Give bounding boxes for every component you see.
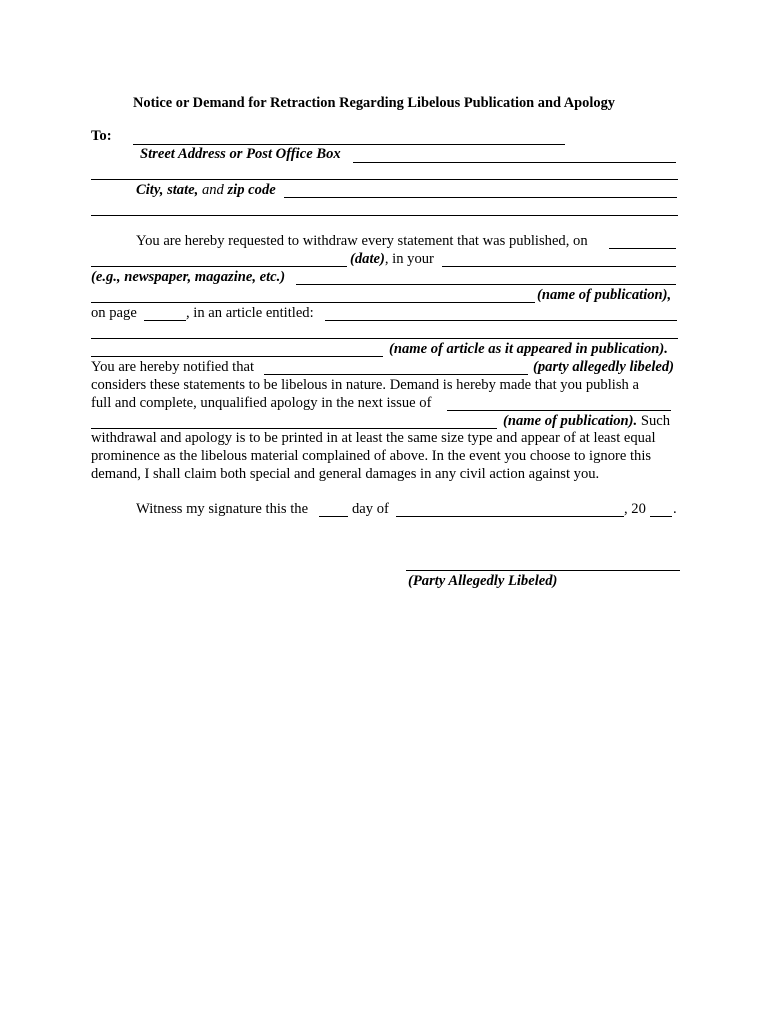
street-label: Street Address or Post Office Box bbox=[140, 146, 341, 162]
name-of-publication-label: (name of publication), bbox=[537, 287, 672, 303]
demand-text: demand, I shall claim both special and general damages in any civil action against you. bbox=[91, 466, 600, 482]
next-issue-line-a[interactable] bbox=[447, 410, 671, 411]
withdrawal-text: withdrawal and apology is to be printed in at least the same size type and appear of at least equal bbox=[91, 430, 656, 446]
publication-name-line[interactable] bbox=[91, 302, 535, 303]
year-prefix: , 20 bbox=[624, 501, 646, 517]
article-title-line-c[interactable] bbox=[91, 356, 383, 357]
party-line[interactable] bbox=[264, 374, 528, 375]
eg-label: (e.g., newspaper, magazine, etc.) bbox=[91, 269, 286, 285]
page-number-line[interactable] bbox=[144, 320, 186, 321]
signature-label: (Party Allegedly Libeled) bbox=[408, 573, 558, 589]
address-line-4[interactable] bbox=[91, 215, 678, 216]
notified-label: You are hereby notified that bbox=[91, 359, 255, 375]
city-state-zip-line[interactable] bbox=[284, 197, 677, 198]
full-apology-text: full and complete, unqualified apology in the next issue of bbox=[91, 395, 432, 411]
document-title: Notice or Demand for Retraction Regarding Libelous Publication and Apology bbox=[133, 95, 615, 111]
street-line[interactable] bbox=[353, 162, 676, 163]
name-of-publication-2: (name of publication). Such bbox=[503, 413, 671, 429]
day-of-label: day of bbox=[352, 501, 389, 517]
p1-line1: You are hereby requested to withdraw every statement that was published, on bbox=[136, 233, 588, 249]
article-title-line-b[interactable] bbox=[91, 338, 678, 339]
address-line-2[interactable] bbox=[91, 179, 678, 180]
date-line-a[interactable] bbox=[609, 248, 676, 249]
date-phrase: (date), in your bbox=[350, 251, 434, 267]
name-of-article-label: (name of article as it appeared in publication). bbox=[389, 341, 668, 357]
considers-text: considers these statements to be libelous in nature. Demand is hereby made that you publish a bbox=[91, 377, 639, 393]
party-allegedly-libeled-label: (party allegedly libeled) bbox=[533, 359, 675, 375]
publication-type-line-b[interactable] bbox=[296, 284, 676, 285]
witness-month-line[interactable] bbox=[396, 516, 624, 517]
on-page-label: on page bbox=[91, 305, 137, 321]
city-state-zip-label: City, state, and zip code bbox=[136, 182, 276, 198]
publication-type-line-a[interactable] bbox=[442, 266, 676, 267]
to-label: To: bbox=[91, 128, 112, 144]
article-entitled-label: , in an article entitled: bbox=[186, 305, 314, 321]
witness-text: Witness my signature this the bbox=[136, 501, 309, 517]
prominence-text: prominence as the libelous material complained of above. In the event you choose to ignore this bbox=[91, 448, 652, 464]
witness-end: . bbox=[673, 501, 677, 517]
article-title-line-a[interactable] bbox=[325, 320, 677, 321]
date-line-b[interactable] bbox=[91, 266, 347, 267]
signature-line[interactable] bbox=[406, 570, 680, 571]
witness-day-line[interactable] bbox=[319, 516, 348, 517]
witness-year-line[interactable] bbox=[650, 516, 672, 517]
